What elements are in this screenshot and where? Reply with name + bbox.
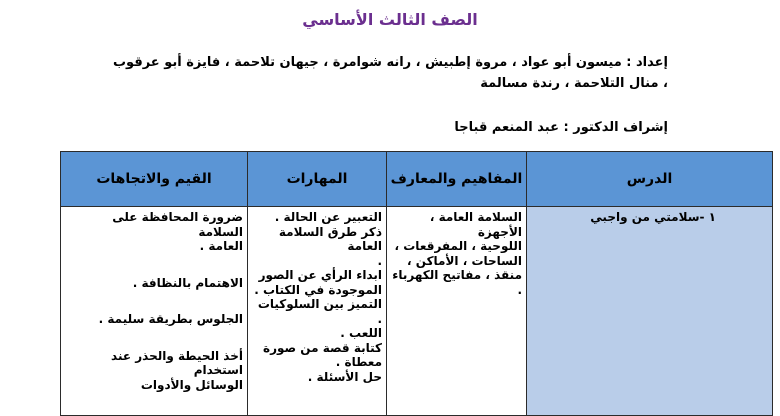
values-cell [61, 207, 248, 416]
spacer [65, 254, 243, 268]
skill-line: حل الأسئلة . [307, 369, 382, 384]
skill-line: كتابة قصة من صورة [263, 340, 382, 355]
skill-line: ابداء الرأي عن الصور [258, 268, 382, 282]
header-concepts: المفاهيم والمعارف [387, 152, 527, 207]
value-line: العامة . [199, 239, 243, 253]
value-line: الاهتمام بالنظافة . [132, 275, 243, 290]
concept-line: السلامة العامة ، الأجهزة [429, 210, 522, 239]
spacer [65, 290, 243, 304]
concept-line: اللوحية ، المفرقعات ، [394, 239, 522, 253]
table-header-row [61, 152, 773, 207]
value-line: أخذ الحيطة والحذر عند استخدام [111, 348, 243, 377]
curriculum-table [60, 151, 773, 416]
skill-line: اللعب . [340, 326, 382, 340]
spacer [65, 327, 243, 341]
spacer [65, 304, 243, 312]
skill-line: الموجودة في الكتاب . [254, 282, 382, 297]
skill-line: ذكر طرق السلامة العامة [278, 224, 382, 253]
lesson-cell [527, 207, 773, 416]
skill-line: معطاة . [335, 355, 382, 369]
lesson-title: ١ -سلامتي من واجبي [590, 210, 716, 224]
spacer [65, 341, 243, 349]
header-values: القيم والاتجاهات [61, 152, 248, 207]
value-line: الوسائل والأدوات [140, 377, 243, 392]
skill-line: التعبير عن الحالة . [274, 210, 382, 224]
concept-line: منقذ ، مفاتيح الكهرباء . [392, 268, 522, 297]
spacer [65, 268, 243, 276]
skill-line: . [377, 253, 382, 268]
supervision-line: إشراف الدكتور : عبد المنعم قباجا [454, 120, 668, 135]
skill-line: التميز بين السلوكيات . [257, 297, 382, 326]
value-line: الجلوس بطريقة سليمة . [98, 312, 243, 326]
header-lesson: الدرس [527, 152, 773, 207]
skills-cell [248, 207, 387, 416]
concept-line: الساحات ، الأماكن ، [407, 253, 522, 268]
header-skills: المهارات [248, 152, 387, 207]
value-line: ضرورة المحافظة على السلامة [112, 210, 243, 239]
table-row [61, 207, 773, 416]
prepared-by-line-1: إعداد : ميسون أبو عواد ، مروة إطبيش ، رانه شوامرة ، جيهان تلاحمة ، فايزة أبو عرقوب [112, 55, 668, 70]
prepared-by-line-2: ، منال التلاحمة ، رندة مسالمة [480, 76, 668, 91]
concepts-cell [387, 207, 527, 416]
page-title: الصف الثالث الأساسي [302, 10, 478, 29]
